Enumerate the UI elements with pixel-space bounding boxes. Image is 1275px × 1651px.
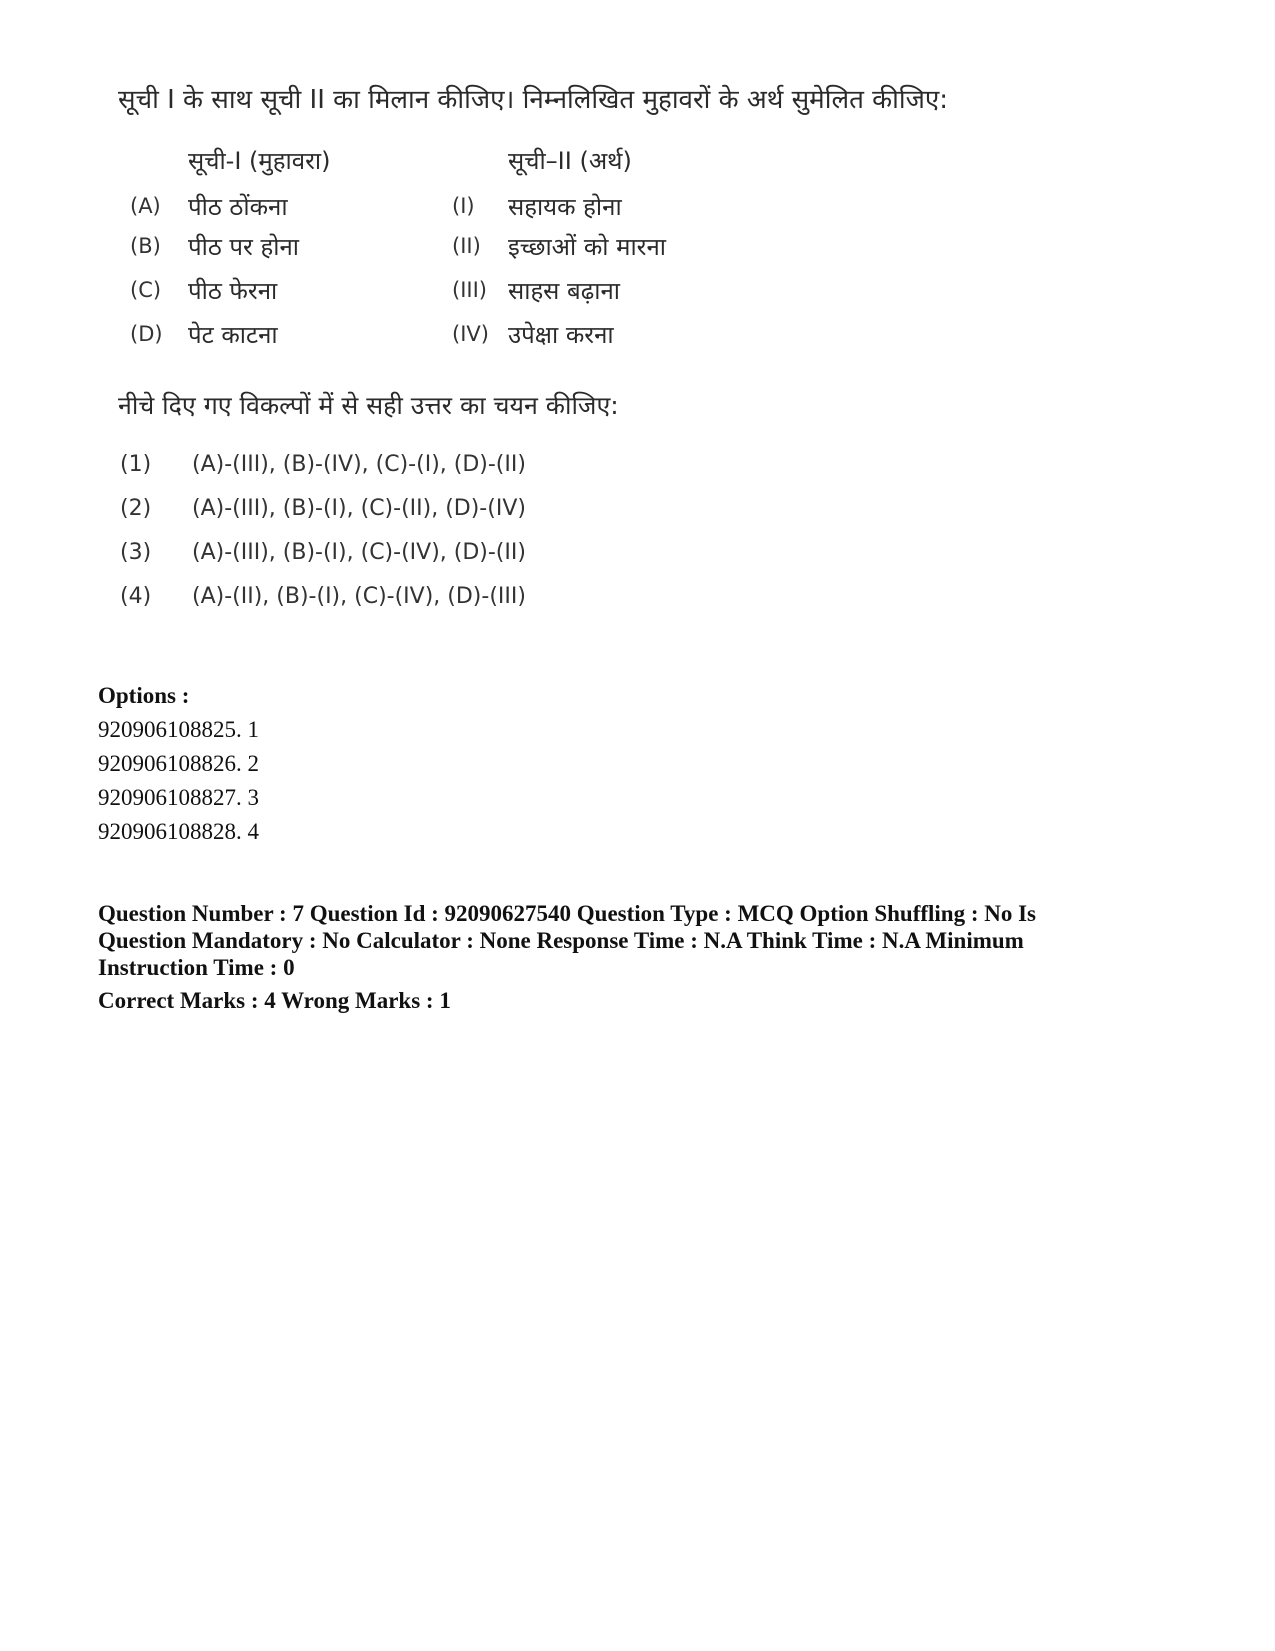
list2-label: (I) [452, 194, 475, 218]
list2-label: (II) [452, 234, 481, 258]
list2-header: सूची–II (अर्थ) [508, 147, 632, 175]
list1-label: (B) [130, 234, 161, 258]
option-item: 920906108826. 2 [98, 751, 259, 776]
match-row [100, 188, 800, 228]
question-info: Question Number : 7 Question Id : 92090627540 Question Type : MCQ Option Shuffling : No Is Question Mandatory : No Calculator : None Response Time : N.A Think Time : N.A Minimum Instruction Time : 0 [98, 901, 1037, 980]
answer-choice [100, 452, 700, 492]
choice-text: (A)-(II), (B)-(I), (C)-(IV), (D)-(III) [192, 584, 526, 609]
option-item: 920906108827. 3 [98, 785, 259, 810]
choose-instruction: नीचे दिए गए विकल्पों में से सही उत्तर का चयन कीजिए: [118, 391, 619, 420]
choice-number: (2) [120, 496, 152, 521]
list2-item: साहस बढ़ाना [508, 277, 621, 305]
question-instruction: सूची I के साथ सूची II का मिलान कीजिए। निम्नलिखित मुहावरों के अर्थ सुमेलित कीजिए: [118, 85, 949, 115]
list1-header: सूची-I (मुहावरा) [188, 147, 331, 175]
list1-label: (C) [130, 278, 162, 302]
list1-label: (D) [130, 322, 163, 346]
list1-item: पीठ पर होना [188, 233, 299, 261]
match-row [100, 316, 800, 356]
option-item: 920906108825. 1 [98, 717, 259, 742]
choice-text: (A)-(III), (B)-(IV), (C)-(I), (D)-(II) [192, 452, 526, 477]
choice-text: (A)-(III), (B)-(I), (C)-(II), (D)-(IV) [192, 496, 526, 521]
list2-item: उपेक्षा करना [508, 321, 614, 349]
choice-number: (4) [120, 584, 152, 609]
list1-label: (A) [130, 194, 161, 218]
answer-choice [100, 540, 700, 580]
list1-item: पीठ ठोंकना [188, 193, 288, 221]
list1-item: पीठ फेरना [188, 277, 278, 305]
choice-number: (1) [120, 452, 152, 477]
list1-item: पेट काटना [188, 321, 278, 349]
list2-label: (IV) [452, 322, 489, 346]
marks-info: Correct Marks : 4 Wrong Marks : 1 [98, 988, 451, 1013]
option-item: 920906108828. 4 [98, 819, 259, 844]
answer-choice [100, 584, 700, 624]
list2-item: सहायक होना [508, 193, 622, 221]
question-image [100, 70, 950, 650]
choice-number: (3) [120, 540, 152, 565]
options-heading: Options : [98, 683, 190, 708]
list2-label: (III) [452, 278, 487, 302]
answer-choice [100, 496, 700, 536]
choice-text: (A)-(III), (B)-(I), (C)-(IV), (D)-(II) [192, 540, 526, 565]
match-row [100, 228, 800, 268]
list2-item: इच्छाओं को मारना [508, 233, 667, 261]
match-row [100, 272, 800, 312]
